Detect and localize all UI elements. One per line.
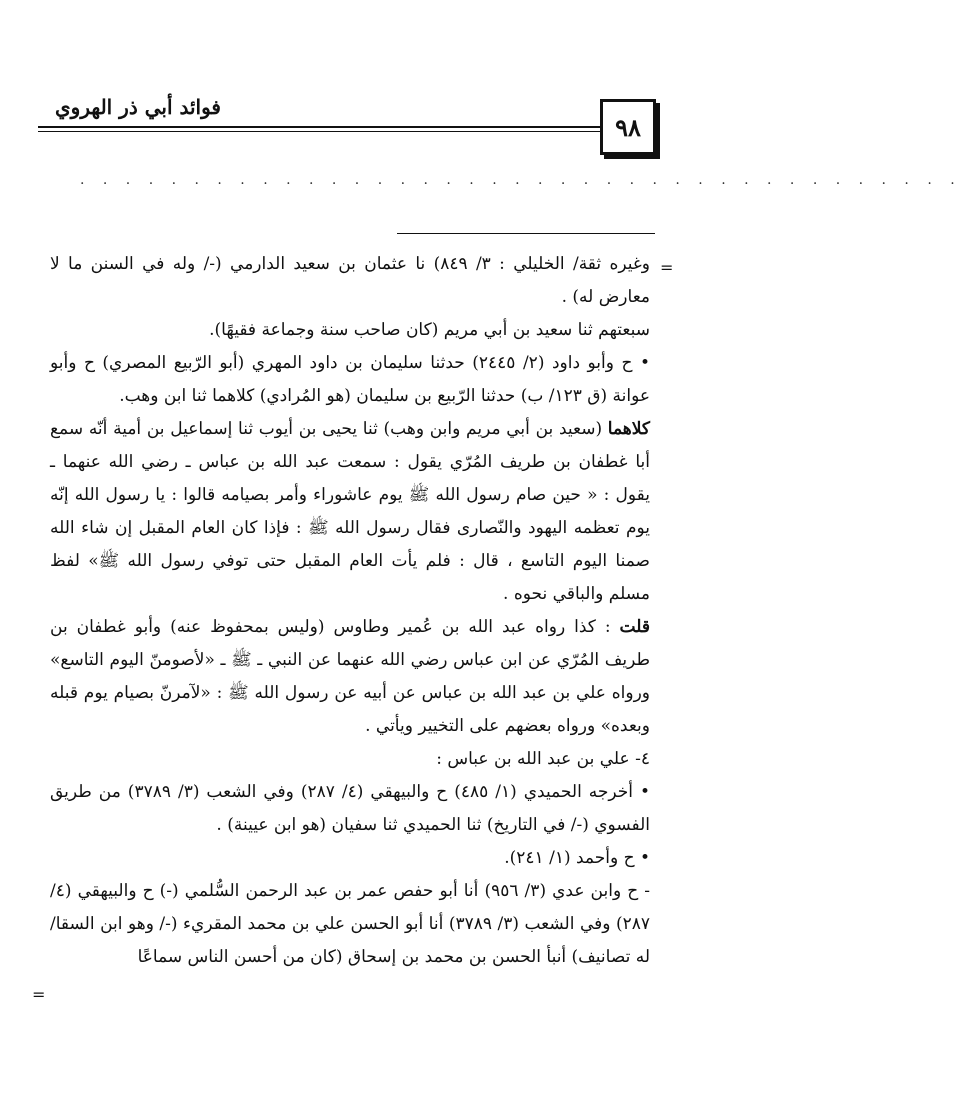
- paragraph: [50, 776, 650, 842]
- continuation-marker-bottom: =: [32, 985, 46, 1004]
- paragraph-text: ٤- علي بن عبد الله بن عباس :: [436, 749, 650, 769]
- paragraph-text: سبعتهم ثنا سعيد بن أبي مريم (كان صاحب سنة وجماعة فقيهًا).: [209, 320, 650, 340]
- paragraph: [50, 842, 650, 875]
- paragraph-text: • ح وأبو داود (٢/ ٢٤٤٥) حدثنا سليمان بن داود المهري (أبو الرّبيع المصري) ح وأبو عوانة (ق ١٢٣/ ب) حدثنا الرّبيع بن سليمان (هو المُرادي) كلاهما ثنا ابن وهب.: [50, 353, 650, 406]
- paragraph: [50, 875, 650, 974]
- paragraph: [50, 743, 650, 776]
- paragraph: [50, 248, 650, 314]
- paragraph-text: : كذا رواه عبد الله بن عُمير وطاوس (وليس بمحفوظ عنه) وأبو غطفان بن طريف المُرّي عن ابن عباس رضي الله عنهما عن النبي ـ ﷺ ـ «لأصومنّ اليوم التاسع» ورواه علي بن عبد الله بن عباس عن أبيه عن رسول الله ﷺ : «لآمرنّ بصيام يوم قبله وبعده» ورواه بعضهم على التخيير ويأتي .: [50, 617, 650, 736]
- paragraph-text: وغيره ثقة/ الخليلي : ٣/ ٨٤٩) نا عثمان بن سعيد الدارمي (-/ وله في السنن ما لا معارض له) .: [50, 254, 650, 307]
- page-number: ٩٨: [600, 99, 656, 155]
- paragraph-lead: كلاهما: [607, 419, 650, 439]
- header-rule-thin: [38, 131, 603, 132]
- running-title: فوائد أبي ذر الهروي: [55, 95, 221, 119]
- paragraph: [50, 314, 650, 347]
- paragraph-text: • أخرجه الحميدي (١/ ٤٨٥) ح والبيهقي (٤/ ٢٨٧) وفي الشعب (٣/ ٣٧٨٩) من طريق الفسوي (-/ في التاريخ) ثنا الحميدي ثنا سفيان (هو ابن عيينة) .: [50, 782, 650, 835]
- paragraph-text: • ح وأحمد (١/ ٢٤١).: [504, 848, 650, 868]
- footnote-text: [50, 248, 650, 974]
- paragraph-lead: قلت: [619, 617, 650, 637]
- paragraph-text: (سعيد بن أبي مريم وابن وهب) ثنا يحيى بن أيوب ثنا إسماعيل بن أمية أنّه سمع أبا غطفان بن طريف المُرّي يقول : سمعت عبد الله بن عباس ـ رضي الله عنهما ـ يقول : « حين صام رسول الله ﷺ يوم عاشوراء وأمر بصيامه قالوا : يا رسول الله إنّه يوم تعظمه اليهود والنّصارى فقال رسول الله ﷺ : فإذا كان العام المقبل إن شاء الله صمنا اليوم التاسع ، قال : فلم يأت العام المقبل حتى توفي رسول الله ﷺ» لفظ مسلم والباقي نحوه .: [50, 419, 650, 604]
- paragraph: [50, 347, 650, 413]
- paragraph-text: - ح وابن عدي (٣/ ٩٥٦) أنا أبو حفص عمر بن عبد الرحمن السُّلمي (-) ح والبيهقي (٤/ ٢٨٧) وفي الشعب (٣/ ٣٧٨٩) أنا أبو الحسن علي بن محمد المقريء (-/ وهو ابن السقا/ له تصانيف) أنبأ الحسن بن محمد بن إسحاق (كان من أحسن الناس سماعًا: [50, 881, 650, 967]
- dotted-separator: . . . . . . . . . . . . . . . . . . . . . . . . . . . . . . . . . . . . . . .: [80, 172, 962, 188]
- header-rule: [38, 126, 603, 128]
- paragraph: [50, 611, 650, 743]
- continuation-marker-top: =: [660, 258, 674, 277]
- paragraph: [50, 413, 650, 611]
- footnote-rule: [397, 233, 655, 234]
